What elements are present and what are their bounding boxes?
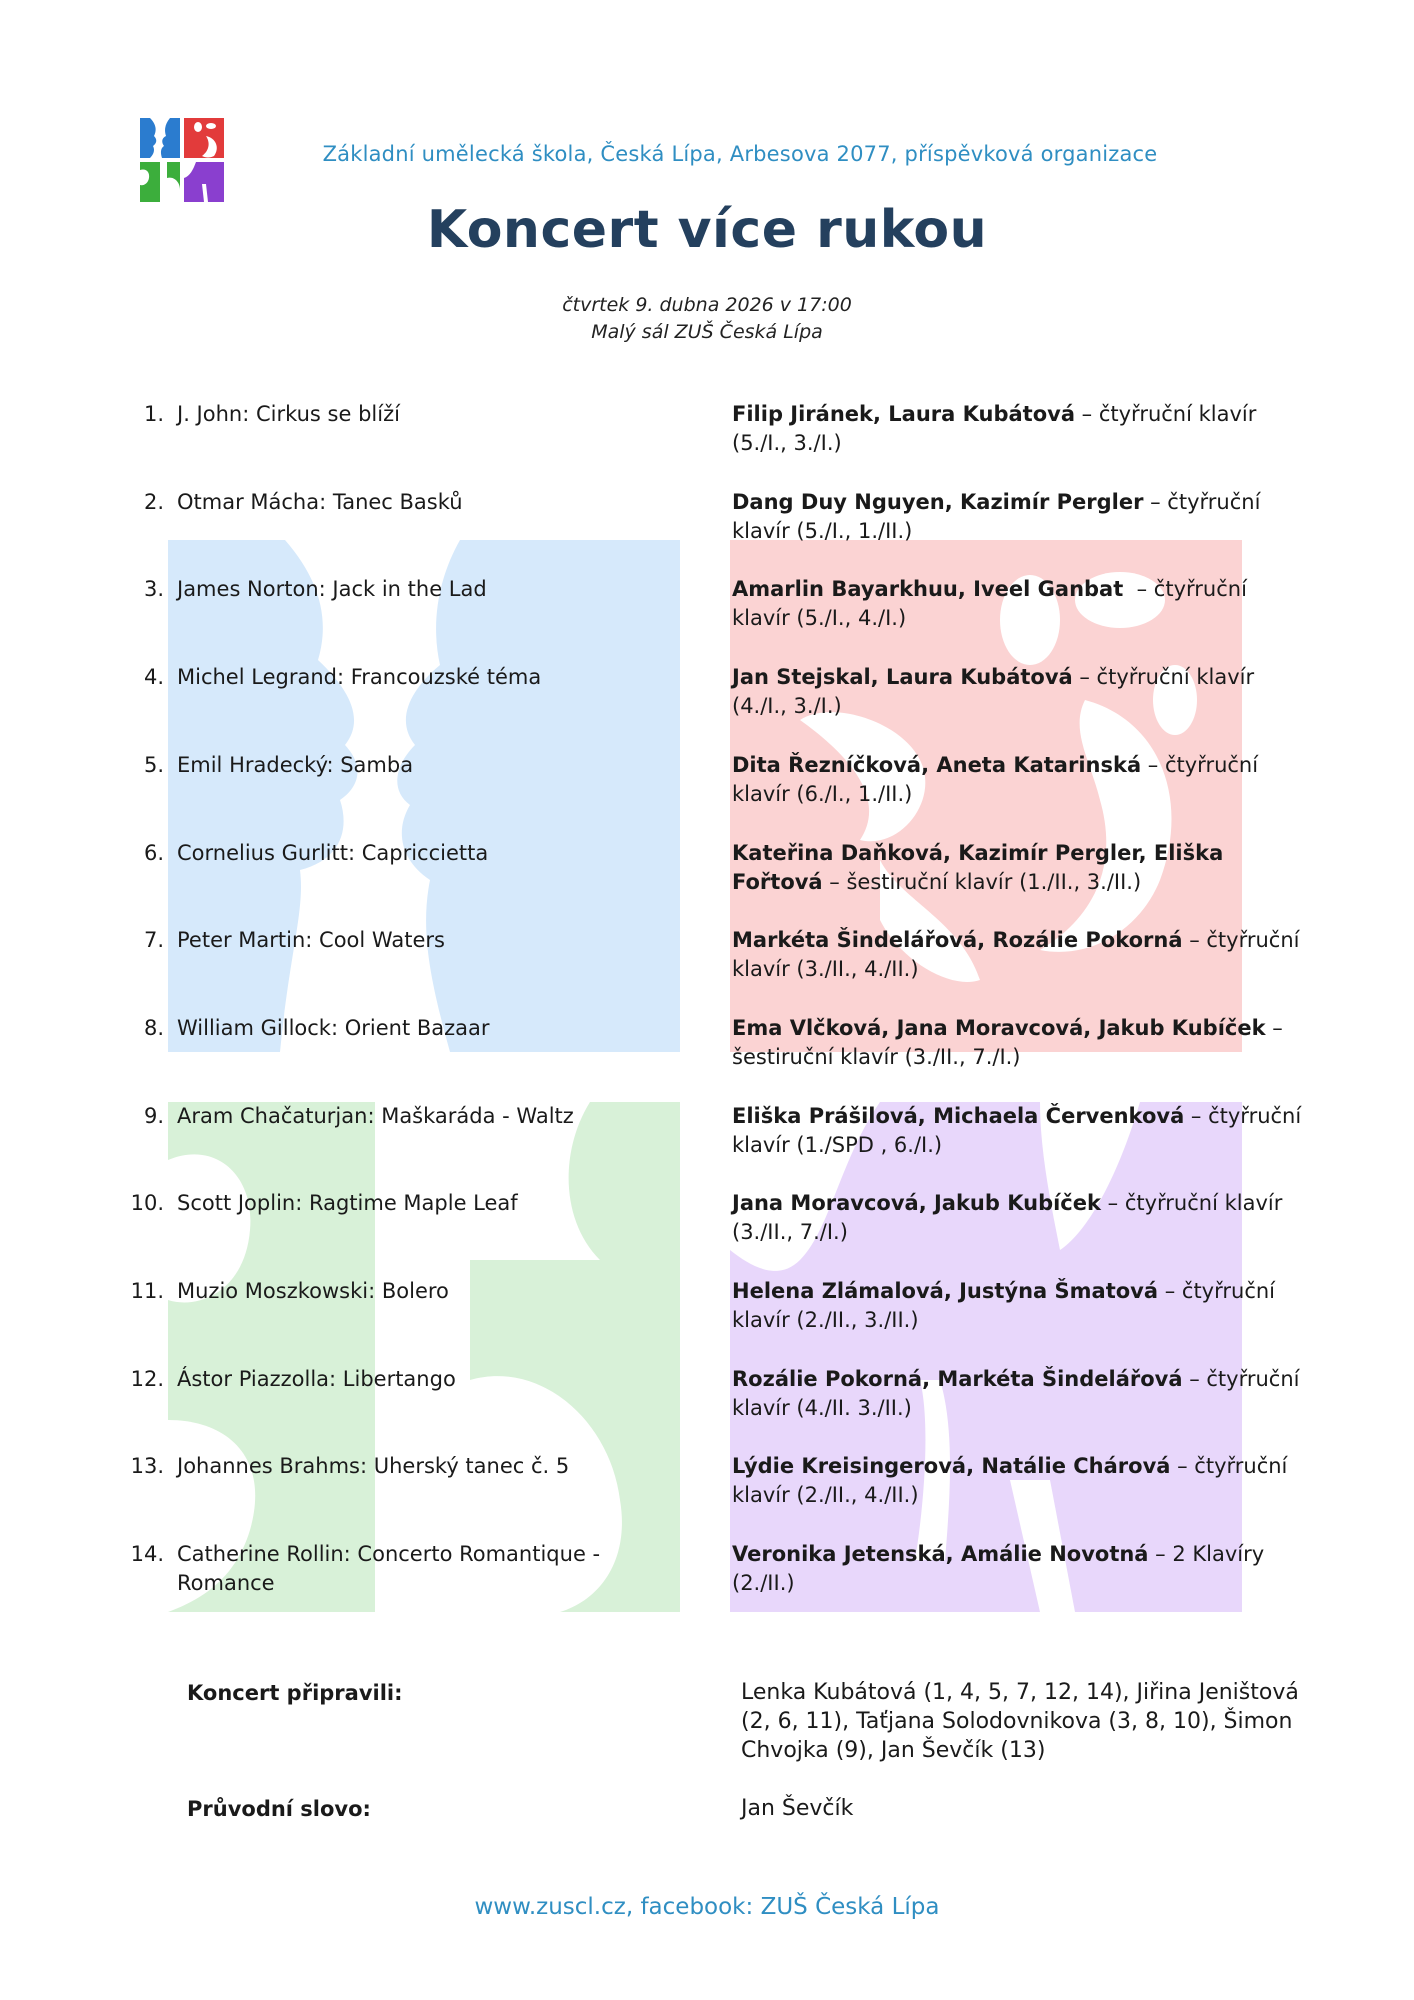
- performers: [732, 575, 1310, 633]
- instrument-detail: – čtyřruční klavír (5./I., 4./I.): [732, 577, 1254, 631]
- performer-names: Dang Duy Nguyen, Kazimír Pergler: [732, 489, 1144, 514]
- instrument-detail: – čtyřruční klavír (4./I., 3./I.): [732, 665, 1261, 719]
- instrument-detail: – čtyřruční klavír (4./II. 3./II.): [732, 1366, 1307, 1420]
- performers: [732, 1277, 1310, 1335]
- instrument-detail: – čtyřruční klavír (5./I., 1./II.): [732, 489, 1268, 543]
- prepared-label: Koncert připravili:: [187, 1681, 403, 1705]
- performers: [732, 400, 1310, 458]
- performer-names: Eliška Prášilová, Michaela Červenková: [732, 1103, 1185, 1128]
- item-number: 13.: [130, 1454, 164, 1479]
- speech-label: Průvodní slovo:: [187, 1797, 371, 1821]
- item-number: 4.: [143, 665, 164, 690]
- performer-names: Jana Moravcová, Jakub Kubíček: [732, 1191, 1101, 1216]
- piece-title: Otmar Mácha: Tanec Basků: [177, 489, 463, 514]
- green-notes-shape: [168, 1102, 680, 1612]
- performer-names: Markéta Šindelářová, Rozálie Pokorná: [732, 928, 1183, 953]
- item-number: 8.: [143, 1015, 164, 1040]
- item-number: 2.: [143, 489, 164, 514]
- piece-title: Cornelius Gurlitt: Capriccietta: [177, 840, 489, 865]
- performer-names: Jan Stejskal, Laura Kubátová: [732, 665, 1073, 690]
- performers: [732, 1365, 1310, 1423]
- item-number: 9.: [143, 1103, 164, 1128]
- performer-names: Filip Jiránek, Laura Kubátová: [732, 402, 1075, 426]
- item-number: 3.: [143, 577, 164, 602]
- item-number: 7.: [143, 928, 164, 953]
- school-logo: [140, 118, 224, 202]
- instrument-detail: – čtyřruční klavír (3./II., 7./I.): [732, 1191, 1290, 1245]
- event-info: [0, 292, 1414, 346]
- speech-value: Jan Ševčík: [741, 1796, 854, 1821]
- item-number: 11.: [130, 1279, 164, 1303]
- performer-names: Dita Řezníčková, Aneta Katarinská: [732, 752, 1142, 777]
- piece-title: Ástor Piazzolla: Libertango: [177, 1366, 456, 1391]
- item-number: 14.: [130, 1542, 164, 1567]
- performer-names: Lýdie Kreisingerová, Natálie Chárová: [732, 1454, 1171, 1479]
- instrument-detail: – čtyřruční klavír (1./SPD , 6./I.): [732, 1103, 1308, 1157]
- performers: [732, 751, 1310, 809]
- performers: [732, 839, 1310, 897]
- instrument-detail: – čtyřruční klavír (5./I., 3./I.): [732, 402, 1264, 455]
- instrument-detail: – čtyřruční klavír (6./I., 1./II.): [732, 752, 1265, 806]
- performers: [732, 1014, 1310, 1072]
- performer-names: Helena Zlámalová, Justýna Šmatová: [732, 1279, 1159, 1303]
- piece-title: Muzio Moszkowski: Bolero: [177, 1279, 449, 1303]
- event-venue: Malý sál ZUŠ Česká Lípa: [591, 321, 823, 343]
- item-number: 12.: [130, 1366, 164, 1391]
- performers: [732, 926, 1310, 984]
- performer-names: Kateřina Daňková, Kazimír Pergler, Eliška Fořtová: [732, 840, 1224, 894]
- performers: [732, 1189, 1310, 1247]
- instrument-detail: – čtyřruční klavír (2./II., 3./II.): [732, 1279, 1282, 1332]
- website-link[interactable]: www.zuscl.cz, facebook: ZUŠ Česká Lípa: [474, 1894, 940, 1920]
- item-number: 6.: [143, 840, 164, 865]
- instrument-detail: – čtyřruční klavír (3./II., 4./II.): [732, 928, 1307, 982]
- piece-title: Emil Hradecký: Samba: [177, 752, 414, 777]
- performer-names: Amarlin Bayarkhuu, Iveel Ganbat: [732, 577, 1124, 602]
- piece-title: Catherine Rollin: Concerto Romantique - Romance: [177, 1542, 601, 1596]
- instrument-detail: – 2 Klavíry (2./II.): [732, 1542, 1271, 1596]
- performer-names: Veronika Jetenská, Amálie Novotná: [732, 1542, 1149, 1567]
- piece-title: Scott Joplin: Ragtime Maple Leaf: [177, 1191, 518, 1216]
- item-number: 5.: [143, 752, 164, 777]
- piece-title: Aram Chačaturjan: Maškaráda - Waltz: [177, 1103, 574, 1128]
- performers: [732, 663, 1310, 721]
- event-date: čtvrtek 9. dubna 2026 v 17:00: [562, 294, 852, 316]
- performers: [732, 488, 1310, 546]
- item-number: 1.: [143, 402, 164, 426]
- instrument-detail: – šestiruční klavír (3./II., 7./I.): [732, 1015, 1290, 1069]
- prepared-value: Lenka Kubátová (1, 4, 5, 7, 12, 14), Jiřina Jeništová (2, 6, 11), Taťjana Solodovnikova (3, 8, 10), Šimon Chvojka (9), Jan Ševčík (13): [741, 1680, 1299, 1763]
- instrument-detail: – čtyřruční klavír (2./II., 4./II.): [732, 1454, 1295, 1508]
- piece-title: William Gillock: Orient Bazaar: [177, 1015, 490, 1040]
- performer-names: Ema Vlčková, Jana Moravcová, Jakub Kubíček: [732, 1015, 1266, 1040]
- purple-masks-shape: [730, 1102, 1242, 1612]
- performer-names: Rozálie Pokorná, Markéta Šindelářová: [732, 1366, 1183, 1391]
- piece-title: Peter Martin: Cool Waters: [177, 928, 445, 953]
- performers: [732, 1102, 1310, 1160]
- piece-title: Michel Legrand: Francouzské téma: [177, 665, 542, 690]
- blue-faces-shape: [168, 540, 680, 1052]
- item-number: 10.: [130, 1191, 164, 1216]
- school-name: Základní umělecká škola, Česká Lípa, Arbesova 2077, příspěvková organizace: [322, 142, 1158, 166]
- page-title: Koncert více rukou: [426, 200, 988, 260]
- performers: [732, 1452, 1310, 1510]
- instrument-detail: – šestiruční klavír (1./II., 3./II.): [822, 869, 1142, 894]
- piece-title: James Norton: Jack in the Lad: [177, 577, 487, 602]
- piece-title: Johannes Brahms: Uherský tanec č. 5: [177, 1454, 570, 1479]
- piece-title: J. John: Cirkus se blíží: [177, 402, 400, 426]
- performers: [732, 1540, 1310, 1598]
